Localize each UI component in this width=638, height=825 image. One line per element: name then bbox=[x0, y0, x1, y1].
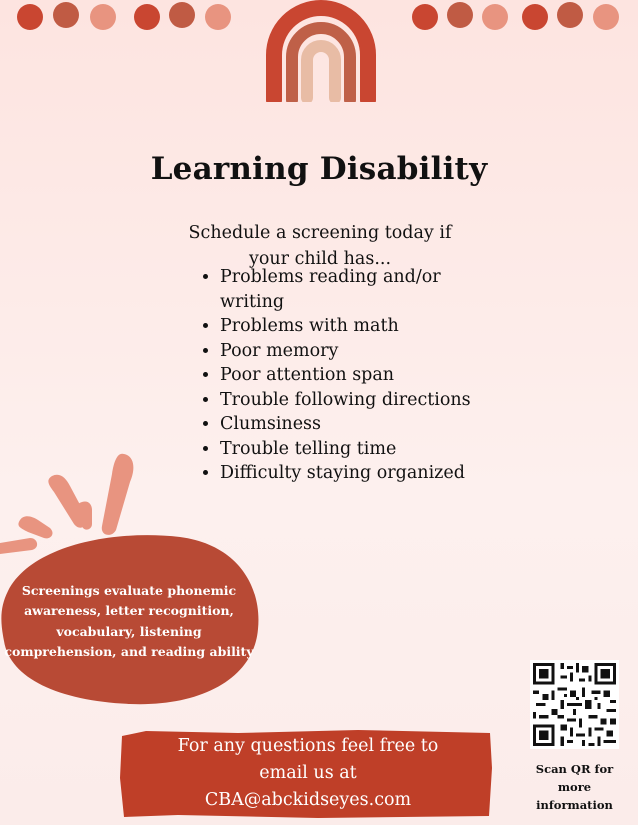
intro-text: Schedule a screening today if your child has... bbox=[188, 222, 452, 269]
dot bbox=[482, 4, 508, 30]
dot bbox=[593, 4, 619, 30]
dot bbox=[412, 4, 438, 30]
dot bbox=[522, 4, 548, 30]
dot bbox=[53, 2, 79, 28]
page-title: Learning Disability bbox=[150, 150, 488, 187]
list-item: • Poor attention span bbox=[220, 363, 480, 388]
symptom-list bbox=[190, 265, 480, 486]
dot bbox=[90, 4, 116, 30]
dot bbox=[557, 2, 583, 28]
list-item: • Difficulty staying organized bbox=[220, 461, 480, 486]
screening-info-text: Screenings evaluate phonemic awareness, letter recognition, vocabulary, listening comprehension, and reading ability bbox=[4, 582, 254, 659]
dot bbox=[134, 4, 160, 30]
list-item: • Trouble telling time bbox=[220, 437, 480, 462]
dot bbox=[205, 4, 231, 30]
qr-code-image bbox=[530, 660, 619, 749]
list-item: • Poor memory bbox=[220, 339, 480, 364]
contact-email[interactable]: CBA@abckidseyes.com bbox=[204, 790, 412, 810]
list-item: • Problems with math bbox=[220, 314, 480, 339]
qr-code[interactable] bbox=[530, 660, 619, 749]
contact-line: email us at bbox=[259, 763, 357, 783]
list-item: • Clumsiness bbox=[220, 412, 480, 437]
dot bbox=[169, 2, 195, 28]
contact-text bbox=[128, 733, 488, 814]
dot bbox=[447, 2, 473, 28]
list-item: • Problems reading and/or writing bbox=[220, 265, 480, 314]
rainbow-icon bbox=[264, 0, 378, 102]
contact-line: For any questions feel free to bbox=[177, 736, 439, 756]
list-item: • Trouble following directions bbox=[220, 388, 480, 413]
dot bbox=[17, 4, 43, 30]
qr-caption: Scan QR for more information bbox=[535, 762, 614, 812]
